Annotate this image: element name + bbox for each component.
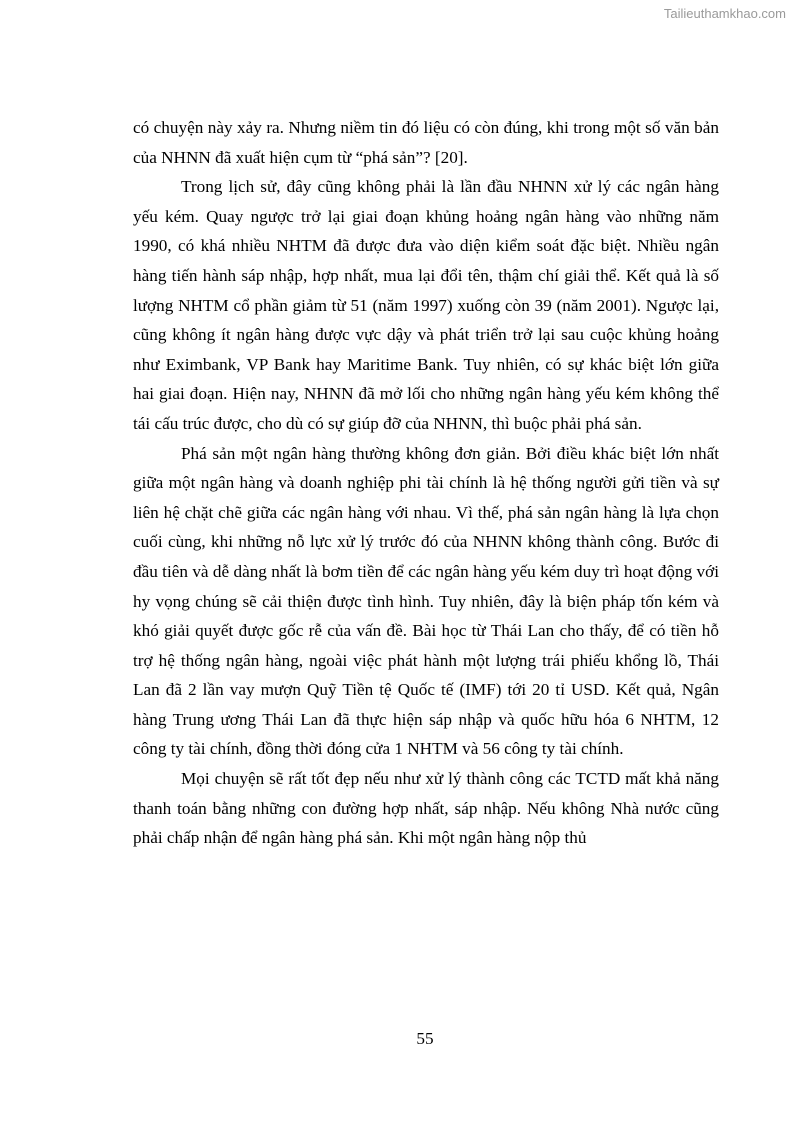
document-body	[133, 113, 719, 853]
paragraph-resolution: Mọi chuyện sẽ rất tốt đẹp nếu như xử lý thành công các TCTD mất khả năng thanh toán bằng những con đường hợp nhất, sáp nhập. Nếu không Nhà nước cũng phải chấp nhận để ngân hàng phá sản. Khi một ngân hàng nộp thủ	[133, 769, 719, 848]
watermark-text: Tailieuthamkhao.com	[663, 6, 786, 21]
page-number: 55	[416, 1029, 434, 1048]
paragraph-history: Trong lịch sử, đây cũng không phải là lần đầu NHNN xử lý các ngân hàng yếu kém. Quay ngược trở lại giai đoạn khủng hoảng ngân hàng vào những năm 1990, có khá nhiều NHTM đã được đưa vào diện kiểm soát đặc biệt. Nhiều ngân hàng tiến hành sáp nhập, hợp nhất, mua lại đổi tên, thậm chí giải thể. Kết quả là số lượng NHTM cổ phần giảm từ 51 (năm 1997) xuống còn 39 (năm 2001). Ngược lại, cũng không ít ngân hàng được vực dậy và phát triển trở lại sau cuộc khủng hoảng như Eximbank, VP Bank hay Maritime Bank. Tuy nhiên, có sự khác biệt lớn giữa hai giai đoạn. Hiện nay, NHNN đã mở lối cho những ngân hàng yếu kém không thể tái cấu trúc được, cho dù có sự giúp đỡ của NHNN, thì buộc phải phá sản.	[133, 177, 719, 433]
paragraph-continuation: có chuyện này xảy ra. Nhưng niềm tin đó liệu có còn đúng, khi trong một số văn bản của NHNN đã xuất hiện cụm từ “phá sản”? [20].	[133, 118, 719, 167]
paragraph-bankruptcy: Phá sản một ngân hàng thường không đơn giản. Bởi điều khác biệt lớn nhất giữa một ngân hàng và doanh nghiệp phi tài chính là hệ thống người gửi tiền và sự liên hệ chặt chẽ giữa các ngân hàng với nhau. Vì thế, phá sản ngân hàng là lựa chọn cuối cùng, khi những nỗ lực xử lý trước đó của NHNN không thành công. Bước đi đầu tiên và dễ dàng nhất là bơm tiền để các ngân hàng yếu kém duy trì hoạt động với hy vọng chúng sẽ cải thiện được tình hình. Tuy nhiên, đây là biện pháp tốn kém và khó giải quyết được gốc rễ của vấn đề. Bài học từ Thái Lan cho thấy, để có tiền hỗ trợ hệ thống ngân hàng, ngoài việc phát hành một lượng trái phiếu khổng lồ, Thái Lan đã 2 lần vay mượn Quỹ Tiền tệ Quốc tế (IMF) tới 20 tỉ USD. Kết quả, Ngân hàng Trung ương Thái Lan đã thực hiện sáp nhập và quốc hữu hóa 6 NHTM, 12 công ty tài chính, đồng thời đóng cửa 1 NHTM và 56 công ty tài chính.	[133, 443, 719, 759]
